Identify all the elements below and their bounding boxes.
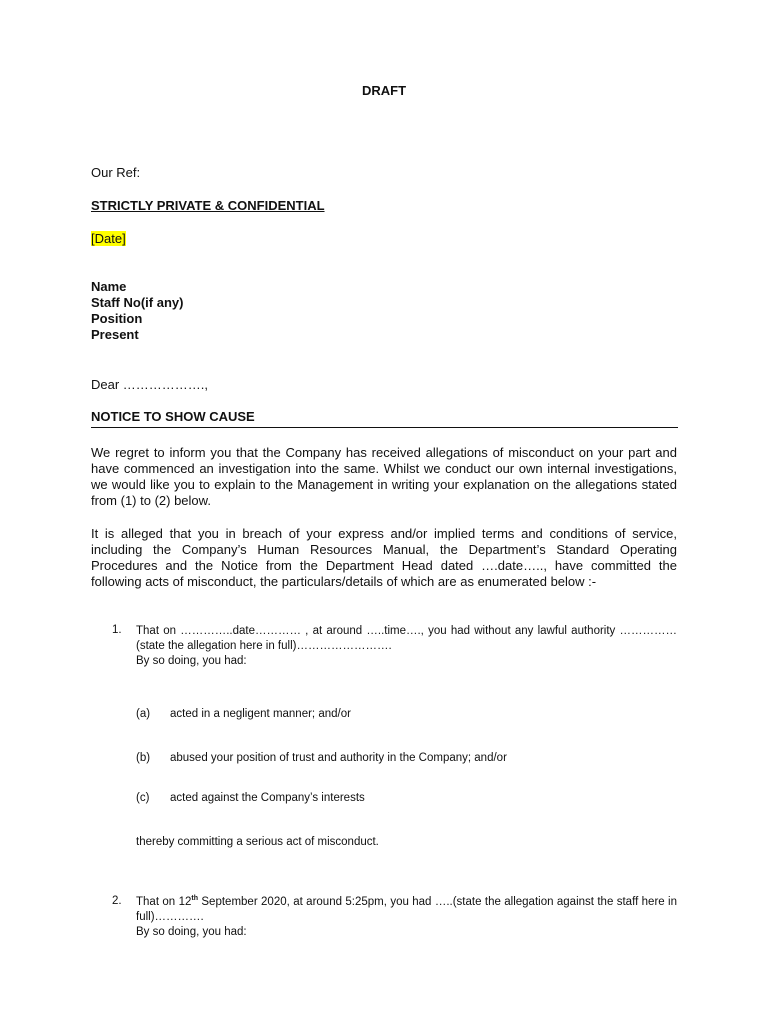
subject-heading: NOTICE TO SHOW CAUSE	[91, 409, 255, 424]
date-placeholder	[91, 231, 126, 247]
sub-item-label: (a)	[136, 708, 151, 720]
by-so-doing-label: By so doing, you had:	[136, 926, 247, 938]
intro-paragraph: We regret to inform you that the Company has received allegations of misconduct on your part and have commenced an investigation into the same. Whilst we conduct our own internal investigations, we would like you to explain to the Management in writing your explanation on the allegations stated from (1) to (2) below.	[91, 445, 677, 508]
sub-item-text: acted against the Company’s interests	[170, 792, 365, 804]
allegation-number: 2.	[112, 895, 122, 907]
addressee-position: Position	[91, 311, 143, 326]
our-ref-label: Our Ref:	[91, 165, 141, 180]
sub-item-text: abused your position of trust and authority in the Company; and/or	[170, 752, 507, 764]
date-highlight: [Date]	[91, 231, 126, 246]
allegation-text-rest: September 2020, at around 5:25pm, you had …..(state the allegation against the staff here in full)………….	[136, 896, 678, 923]
addressee-name: Name	[91, 279, 127, 294]
allegation-text: That on …………..date………… , at around …..time…., you had without any lawful authority ……………(state the allegation here in full)…………………….	[136, 625, 677, 652]
document-title: DRAFT	[361, 83, 407, 98]
confidential-heading: STRICTLY PRIVATE & CONFIDENTIAL	[91, 198, 325, 213]
allegation-text-start: That on 12	[136, 896, 192, 908]
salutation: Dear ……………….,	[91, 377, 209, 392]
addressee-present: Present	[91, 327, 139, 342]
ordinal-suffix: th	[191, 895, 198, 903]
allegation-text	[136, 895, 677, 924]
subject-rule	[91, 427, 678, 428]
allegation-number: 1.	[112, 624, 122, 636]
sub-item-text: acted in a negligent manner; and/or	[170, 708, 351, 720]
misconduct-conclusion: thereby committing a serious act of misconduct.	[136, 836, 379, 848]
by-so-doing-label: By so doing, you had:	[136, 655, 247, 667]
addressee-staff-no: Staff No(if any)	[91, 295, 184, 310]
sub-item-label: (b)	[136, 752, 151, 764]
sub-item-label: (c)	[136, 792, 150, 804]
allegation-paragraph: It is alleged that you in breach of your express and/or implied terms and conditions of service, including the Company’s Human Resources Manual, the Department’s Standard Operating Procedures and the Notice from the Department Head dated ….date….., have committed the following acts of misconduct, the particulars/details of which are as enumerated below :-	[91, 526, 677, 589]
